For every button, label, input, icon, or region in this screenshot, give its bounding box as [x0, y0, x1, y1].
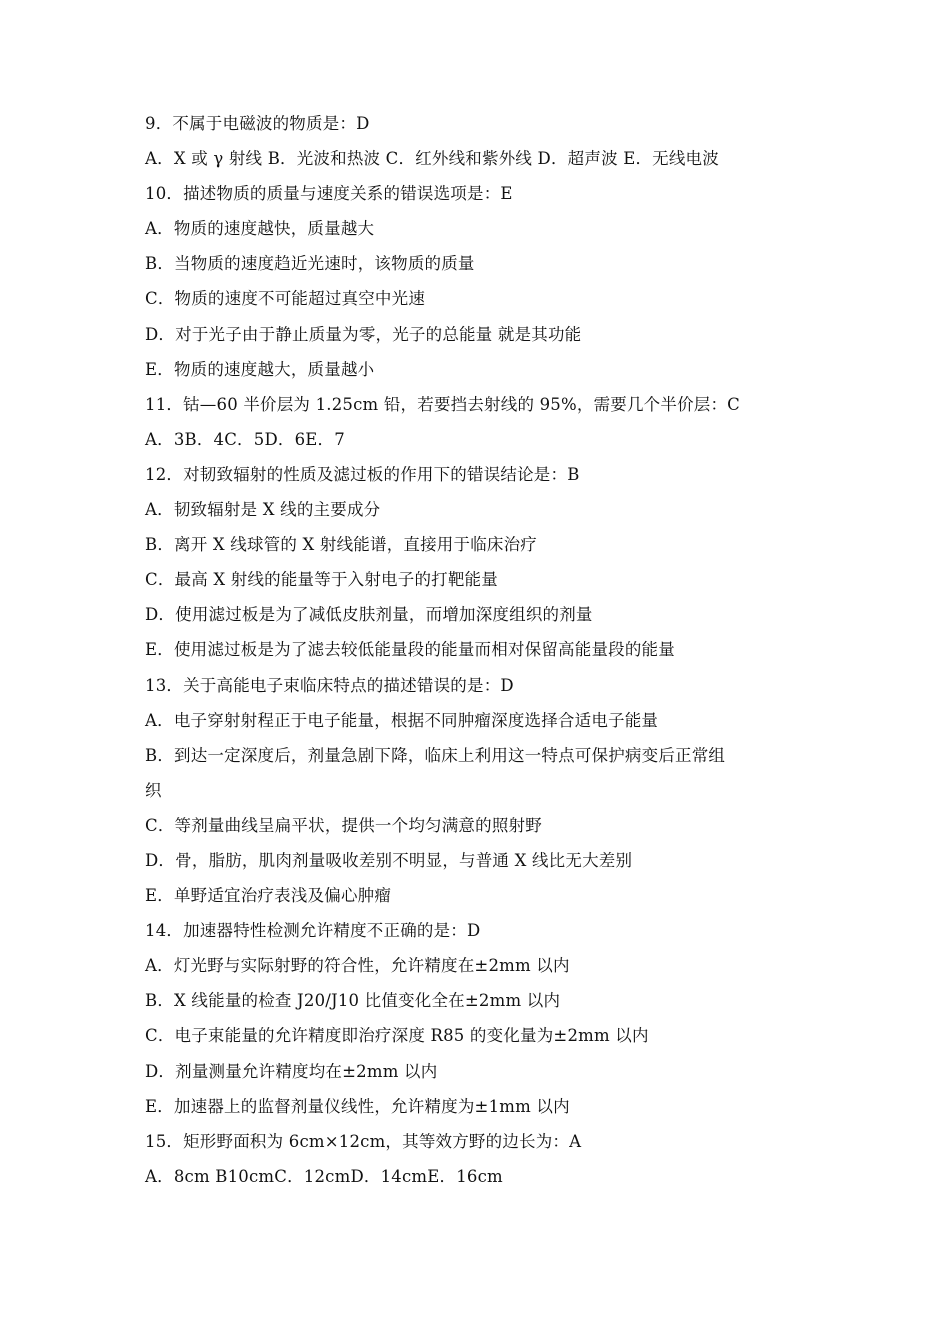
- question-10-option-e: E．物质的速度越大，质量越小: [145, 359, 375, 379]
- question-12-option-a: A．韧致辐射是 X 线的主要成分: [145, 500, 381, 520]
- question-12-option-b: B．离开 X 线球管的 X 射线能谱，直接用于临床治疗: [145, 535, 537, 555]
- question-11-stem: 11．钴—60 半价层为 1.25cm 铅，若要挡去射线的 95%，需要几个半价层：C: [145, 394, 740, 414]
- question-10-option-a: A．物质的速度越快，质量越大: [145, 219, 375, 239]
- question-13-option-c: C．等剂量曲线呈扁平状，提供一个均匀满意的照射野: [145, 815, 542, 835]
- question-13-stem: 13．关于高能电子束临床特点的描述错误的是：D: [145, 675, 514, 695]
- question-9-stem: 9．不属于电磁波的物质是：D: [145, 114, 370, 133]
- question-15-stem: 15．矩形野面积为 6cm×12cm，其等效方野的边长为：A: [145, 1131, 582, 1151]
- question-13-option-e: E．单野适宜治疗表浅及偏心肿瘤: [145, 886, 392, 906]
- question-9-options: A．X 或 γ 射线 B．光波和热波 C．红外线和紫外线 D．超声波 E．无线电波: [145, 149, 719, 169]
- question-12-option-d: D．使用滤过板是为了减低皮肤剂量，而增加深度组织的剂量: [145, 605, 593, 625]
- question-14-option-a: A．灯光野与实际射野的符合性，允许精度在±2mm 以内: [145, 956, 570, 976]
- question-14-option-b: B．X 线能量的检查 J20/J10 比值变化全在±2mm 以内: [145, 991, 561, 1011]
- question-12-stem: 12．对韧致辐射的性质及滤过板的作用下的错误结论是：B: [145, 464, 580, 484]
- question-10-option-c: C．物质的速度不可能超过真空中光速: [145, 289, 426, 309]
- question-10-stem: 10．描述物质的质量与速度关系的错误选项是：E: [145, 184, 513, 204]
- question-14-option-d: D．剂量测量允许精度均在±2mm 以内: [145, 1061, 438, 1081]
- question-12-option-e: E．使用滤过板是为了滤去较低能量段的能量而相对保留高能量段的能量: [145, 640, 675, 660]
- question-13-option-a: A．电子穿射射程正于电子能量，根据不同肿瘤深度选择合适电子能量: [145, 710, 659, 730]
- question-13-option-b: B．到达一定深度后，剂量急剧下降，临床上利用这一特点可保护病变后正常组: [145, 745, 726, 765]
- question-11-options: A．3B．4C．5D．6E．7: [145, 429, 345, 449]
- question-13-option-d: D．骨，脂肪，肌肉剂量吸收差别不明显，与普通 X 线比无大差别: [145, 850, 633, 870]
- question-15-options: A．8cm B10cmC．12cmD．14cmE．16cm: [145, 1166, 503, 1186]
- question-14-stem: 14．加速器特性检测允许精度不正确的是：D: [145, 921, 481, 941]
- question-10-option-d: D．对于光子由于静止质量为零，光子的总能量 就是其功能: [145, 324, 582, 344]
- question-14-option-e: E．加速器上的监督剂量仪线性，允许精度为±1mm 以内: [145, 1096, 570, 1116]
- question-14-option-c: C．电子束能量的允许精度即治疗深度 R85 的变化量为±2mm 以内: [145, 1026, 649, 1046]
- document-page: [145, 106, 825, 1194]
- question-10-option-b: B．当物质的速度趋近光速时，该物质的质量: [145, 254, 475, 274]
- question-13-option-b-continued: 织: [145, 780, 162, 800]
- question-12-option-c: C．最高 X 射线的能量等于入射电子的打靶能量: [145, 570, 498, 590]
